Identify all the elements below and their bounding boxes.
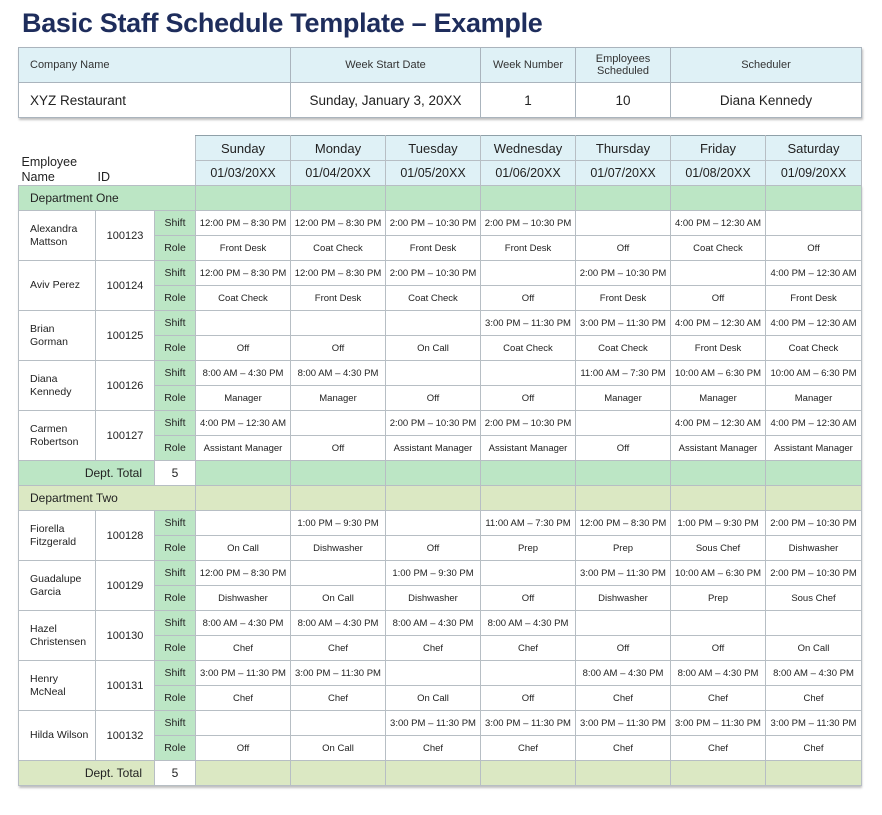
shift-cell-sunday[interactable]	[196, 311, 291, 336]
employee-id[interactable]: 100130	[96, 611, 155, 661]
role-cell-monday[interactable]: Manager	[291, 386, 386, 411]
role-cell-monday[interactable]: Chef	[291, 636, 386, 661]
shift-cell-tuesday[interactable]: 8:00 AM – 4:30 PM	[386, 611, 481, 636]
role-cell-saturday[interactable]: Chef	[766, 686, 862, 711]
day-header-saturday: Saturday	[766, 136, 862, 161]
shift-cell-thursday[interactable]: 3:00 PM – 11:30 PM	[576, 561, 671, 586]
role-label: Role	[155, 686, 196, 711]
role-label: Role	[155, 286, 196, 311]
total-band-cell	[291, 761, 386, 786]
role-label: Role	[155, 386, 196, 411]
shift-cell-tuesday[interactable]: 2:00 PM – 10:30 PM	[386, 211, 481, 236]
role-cell-sunday[interactable]: On Call	[196, 536, 291, 561]
role-cell-monday[interactable]: Front Desk	[291, 286, 386, 311]
day-header-thursday: Thursday	[576, 136, 671, 161]
role-cell-tuesday[interactable]: Dishwasher	[386, 586, 481, 611]
shift-cell-saturday[interactable]	[766, 611, 862, 636]
week-number-value[interactable]: 1	[481, 83, 576, 118]
role-label: Role	[155, 586, 196, 611]
employee-name[interactable]: Hilda Wilson	[19, 711, 96, 761]
role-cell-tuesday[interactable]: Chef	[386, 636, 481, 661]
role-cell-sunday[interactable]: Off	[196, 736, 291, 761]
employee-shift-row	[19, 311, 862, 336]
shift-label: Shift	[155, 311, 196, 336]
total-band-cell	[671, 761, 766, 786]
shift-cell-wednesday[interactable]: 8:00 AM – 4:30 PM	[481, 611, 576, 636]
total-band-cell	[481, 761, 576, 786]
shift-cell-saturday[interactable]: 3:00 PM – 11:30 PM	[766, 711, 862, 736]
shift-cell-monday[interactable]: 12:00 PM – 8:30 PM	[291, 211, 386, 236]
shift-label: Shift	[155, 361, 196, 386]
shift-cell-wednesday[interactable]: 2:00 PM – 10:30 PM	[481, 211, 576, 236]
role-cell-wednesday[interactable]: Off	[481, 386, 576, 411]
role-cell-tuesday[interactable]: On Call	[386, 686, 481, 711]
department-band-cell	[481, 186, 576, 211]
role-cell-thursday[interactable]: Manager	[576, 386, 671, 411]
department-band-cell	[291, 186, 386, 211]
shift-cell-tuesday[interactable]: 2:00 PM – 10:30 PM	[386, 261, 481, 286]
shift-cell-friday[interactable]: 10:00 AM – 6:30 PM	[671, 561, 766, 586]
department-band-cell	[766, 486, 862, 511]
department-band-cell	[671, 186, 766, 211]
page-title: Basic Staff Schedule Template – Example	[22, 8, 543, 38]
role-cell-wednesday[interactable]: Front Desk	[481, 236, 576, 261]
shift-cell-saturday[interactable]: 2:00 PM – 10:30 PM	[766, 511, 862, 536]
department-band-cell	[576, 186, 671, 211]
role-label: Role	[155, 536, 196, 561]
shift-cell-sunday[interactable]: 8:00 AM – 4:30 PM	[196, 611, 291, 636]
company-name-value[interactable]: XYZ Restaurant	[19, 83, 291, 118]
shift-cell-thursday[interactable]	[576, 411, 671, 436]
role-cell-thursday[interactable]: Prep	[576, 536, 671, 561]
role-cell-sunday[interactable]: Coat Check	[196, 286, 291, 311]
role-cell-wednesday[interactable]: Assistant Manager	[481, 436, 576, 461]
department-row	[19, 186, 862, 211]
dept-total-value[interactable]: 5	[155, 761, 196, 786]
department-row	[19, 486, 862, 511]
role-cell-thursday[interactable]: Off	[576, 636, 671, 661]
role-cell-saturday[interactable]: Off	[766, 236, 862, 261]
total-band-cell	[766, 761, 862, 786]
role-cell-monday[interactable]: Chef	[291, 686, 386, 711]
role-cell-sunday[interactable]: Manager	[196, 386, 291, 411]
role-cell-tuesday[interactable]: Off	[386, 536, 481, 561]
role-cell-saturday[interactable]: Sous Chef	[766, 586, 862, 611]
role-label: Role	[155, 636, 196, 661]
department-name: Department Two	[19, 486, 196, 511]
total-band-cell	[196, 761, 291, 786]
department-total-row	[19, 761, 862, 786]
role-cell-friday[interactable]: Manager	[671, 386, 766, 411]
role-cell-saturday[interactable]: Assistant Manager	[766, 436, 862, 461]
date-header-monday: 01/04/20XX	[291, 161, 386, 186]
date-header-thursday: 01/07/20XX	[576, 161, 671, 186]
shift-cell-saturday[interactable]: 10:00 AM – 6:30 PM	[766, 361, 862, 386]
department-name: Department One	[19, 186, 196, 211]
shift-cell-thursday[interactable]: 2:00 PM – 10:30 PM	[576, 261, 671, 286]
employee-shift-row	[19, 211, 862, 236]
day-header-tuesday: Tuesday	[386, 136, 481, 161]
role-cell-wednesday[interactable]: Prep	[481, 536, 576, 561]
shift-cell-monday[interactable]: 3:00 PM – 11:30 PM	[291, 661, 386, 686]
role-cell-monday[interactable]: Coat Check	[291, 236, 386, 261]
shift-cell-tuesday[interactable]	[386, 661, 481, 686]
employee-id[interactable]: 100123	[96, 211, 155, 261]
shift-cell-tuesday[interactable]	[386, 311, 481, 336]
shift-cell-friday[interactable]	[671, 261, 766, 286]
role-cell-saturday[interactable]: Manager	[766, 386, 862, 411]
schedule-table	[18, 135, 862, 786]
role-cell-friday[interactable]: Sous Chef	[671, 536, 766, 561]
shift-label: Shift	[155, 411, 196, 436]
id-header-label: ID	[97, 170, 110, 184]
scheduler-header: Scheduler	[671, 48, 862, 83]
day-header-sunday: Sunday	[196, 136, 291, 161]
shift-cell-thursday[interactable]: 12:00 PM – 8:30 PM	[576, 511, 671, 536]
dept-total-label: Dept. Total	[19, 761, 155, 786]
department-total-row	[19, 461, 862, 486]
shift-cell-monday[interactable]: 1:00 PM – 9:30 PM	[291, 511, 386, 536]
employee-shift-row	[19, 261, 862, 286]
shift-cell-wednesday[interactable]: 3:00 PM – 11:30 PM	[481, 311, 576, 336]
date-header-friday: 01/08/20XX	[671, 161, 766, 186]
role-cell-friday[interactable]: Coat Check	[671, 236, 766, 261]
role-cell-thursday[interactable]: Front Desk	[576, 286, 671, 311]
employee-name[interactable]: Alexandra Mattson	[19, 211, 96, 261]
week-start-date-value[interactable]: Sunday, January 3, 20XX	[291, 83, 481, 118]
shift-cell-saturday[interactable]: 8:00 AM – 4:30 PM	[766, 661, 862, 686]
role-cell-saturday[interactable]: On Call	[766, 636, 862, 661]
shift-cell-thursday[interactable]	[576, 611, 671, 636]
shift-cell-friday[interactable]: 4:00 PM – 12:30 AM	[671, 311, 766, 336]
date-header-sunday: 01/03/20XX	[196, 161, 291, 186]
total-band-cell	[576, 761, 671, 786]
total-band-cell	[576, 461, 671, 486]
role-cell-thursday[interactable]: Off	[576, 436, 671, 461]
shift-label: Shift	[155, 611, 196, 636]
employee-name[interactable]: Carmen Robertson	[19, 411, 96, 461]
role-cell-thursday[interactable]: Coat Check	[576, 336, 671, 361]
total-band-cell	[386, 461, 481, 486]
shift-cell-saturday[interactable]: 2:00 PM – 10:30 PM	[766, 561, 862, 586]
shift-cell-tuesday[interactable]: 1:00 PM – 9:30 PM	[386, 561, 481, 586]
shift-label: Shift	[155, 511, 196, 536]
shift-cell-wednesday[interactable]: 3:00 PM – 11:30 PM	[481, 711, 576, 736]
role-cell-saturday[interactable]: Chef	[766, 736, 862, 761]
shift-label: Shift	[155, 261, 196, 286]
shift-cell-wednesday[interactable]	[481, 361, 576, 386]
employee-name[interactable]: Hazel Christensen	[19, 611, 96, 661]
department-band-cell	[196, 186, 291, 211]
department-band-cell	[386, 486, 481, 511]
schedule-info-table	[18, 47, 862, 118]
role-label: Role	[155, 736, 196, 761]
day-header-row	[19, 136, 862, 161]
role-cell-monday[interactable]: On Call	[291, 736, 386, 761]
shift-cell-sunday[interactable]	[196, 711, 291, 736]
shift-cell-tuesday[interactable]	[386, 511, 481, 536]
role-cell-friday[interactable]: Prep	[671, 586, 766, 611]
shift-label: Shift	[155, 661, 196, 686]
employee-id[interactable]: 100124	[96, 261, 155, 311]
shift-cell-thursday[interactable]: 3:00 PM – 11:30 PM	[576, 311, 671, 336]
role-cell-saturday[interactable]: Front Desk	[766, 286, 862, 311]
employee-name-header	[19, 136, 96, 186]
department-band-cell	[386, 186, 481, 211]
role-cell-wednesday[interactable]: Off	[481, 286, 576, 311]
role-cell-monday[interactable]: Off	[291, 336, 386, 361]
total-band-cell	[481, 461, 576, 486]
day-header-monday: Monday	[291, 136, 386, 161]
role-cell-thursday[interactable]: Dishwasher	[576, 586, 671, 611]
role-cell-wednesday[interactable]: Off	[481, 686, 576, 711]
employee-name[interactable]: Henry McNeal	[19, 661, 96, 711]
scheduler-value[interactable]: Diana Kennedy	[671, 83, 862, 118]
shift-cell-thursday[interactable]	[576, 211, 671, 236]
role-cell-tuesday[interactable]: Coat Check	[386, 286, 481, 311]
shift-cell-tuesday[interactable]: 3:00 PM – 11:30 PM	[386, 711, 481, 736]
shift-cell-monday[interactable]: 8:00 AM – 4:30 PM	[291, 611, 386, 636]
department-band-cell	[766, 186, 862, 211]
department-band-cell	[576, 486, 671, 511]
employee-id[interactable]: 100126	[96, 361, 155, 411]
employee-id[interactable]: 100128	[96, 511, 155, 561]
employee-id[interactable]: 100132	[96, 711, 155, 761]
shift-cell-saturday[interactable]: 4:00 PM – 12:30 AM	[766, 311, 862, 336]
total-band-cell	[291, 461, 386, 486]
shift-cell-monday[interactable]	[291, 561, 386, 586]
role-label: Role	[155, 336, 196, 361]
employees-scheduled-header: Employees Scheduled	[576, 48, 671, 83]
shift-cell-friday[interactable]: 4:00 PM – 12:30 AM	[671, 211, 766, 236]
shift-cell-monday[interactable]	[291, 711, 386, 736]
employee-id[interactable]: 100127	[96, 411, 155, 461]
role-cell-friday[interactable]: Assistant Manager	[671, 436, 766, 461]
shift-cell-monday[interactable]: 12:00 PM – 8:30 PM	[291, 261, 386, 286]
role-label: Role	[155, 236, 196, 261]
shift-cell-sunday[interactable]: 12:00 PM – 8:30 PM	[196, 211, 291, 236]
shift-cell-monday[interactable]: 8:00 AM – 4:30 PM	[291, 361, 386, 386]
id-header	[96, 136, 155, 186]
role-cell-tuesday[interactable]: On Call	[386, 336, 481, 361]
total-band-cell	[671, 461, 766, 486]
role-cell-saturday[interactable]: Dishwasher	[766, 536, 862, 561]
dept-total-label: Dept. Total	[19, 461, 155, 486]
shift-cell-sunday[interactable]: 12:00 PM – 8:30 PM	[196, 261, 291, 286]
shift-cell-tuesday[interactable]	[386, 361, 481, 386]
role-cell-sunday[interactable]: Chef	[196, 636, 291, 661]
employee-shift-row	[19, 511, 862, 536]
role-cell-friday[interactable]: Off	[671, 636, 766, 661]
role-cell-wednesday[interactable]: Chef	[481, 736, 576, 761]
employee-name[interactable]: Aviv Perez	[19, 261, 96, 311]
shift-cell-sunday[interactable]: 3:00 PM – 11:30 PM	[196, 661, 291, 686]
shift-label: Shift	[155, 711, 196, 736]
shift-cell-friday[interactable]: 1:00 PM – 9:30 PM	[671, 511, 766, 536]
shift-cell-wednesday[interactable]: 11:00 AM – 7:30 PM	[481, 511, 576, 536]
role-cell-thursday[interactable]: Off	[576, 236, 671, 261]
week-start-date-header: Week Start Date	[291, 48, 481, 83]
employee-id[interactable]: 100131	[96, 661, 155, 711]
role-cell-monday[interactable]: On Call	[291, 586, 386, 611]
role-cell-sunday[interactable]: Chef	[196, 686, 291, 711]
role-cell-friday[interactable]: Front Desk	[671, 336, 766, 361]
role-cell-tuesday[interactable]: Chef	[386, 736, 481, 761]
date-header-saturday: 01/09/20XX	[766, 161, 862, 186]
role-cell-saturday[interactable]: Coat Check	[766, 336, 862, 361]
date-header-tuesday: 01/05/20XX	[386, 161, 481, 186]
department-band-cell	[671, 486, 766, 511]
role-cell-monday[interactable]: Off	[291, 436, 386, 461]
role-cell-wednesday[interactable]: Off	[481, 586, 576, 611]
role-cell-friday[interactable]: Chef	[671, 686, 766, 711]
shift-cell-saturday[interactable]	[766, 211, 862, 236]
shift-cell-thursday[interactable]: 11:00 AM – 7:30 PM	[576, 361, 671, 386]
shift-cell-saturday[interactable]: 4:00 PM – 12:30 AM	[766, 261, 862, 286]
employee-name[interactable]: Fiorella Fitzgerald	[19, 511, 96, 561]
role-cell-wednesday[interactable]: Chef	[481, 636, 576, 661]
role-cell-sunday[interactable]: Front Desk	[196, 236, 291, 261]
week-number-header: Week Number	[481, 48, 576, 83]
role-cell-friday[interactable]: Chef	[671, 736, 766, 761]
role-cell-sunday[interactable]: Dishwasher	[196, 586, 291, 611]
role-cell-thursday[interactable]: Chef	[576, 736, 671, 761]
employee-shift-row	[19, 711, 862, 736]
shift-cell-monday[interactable]	[291, 411, 386, 436]
employee-shift-row	[19, 411, 862, 436]
shift-cell-friday[interactable]: 10:00 AM – 6:30 PM	[671, 361, 766, 386]
role-cell-wednesday[interactable]: Coat Check	[481, 336, 576, 361]
shift-label: Shift	[155, 211, 196, 236]
role-cell-sunday[interactable]: Assistant Manager	[196, 436, 291, 461]
role-cell-thursday[interactable]: Chef	[576, 686, 671, 711]
total-band-cell	[766, 461, 862, 486]
day-header-friday: Friday	[671, 136, 766, 161]
shift-cell-thursday[interactable]: 8:00 AM – 4:30 PM	[576, 661, 671, 686]
employee-name[interactable]: Guadalupe Garcia	[19, 561, 96, 611]
department-band-cell	[196, 486, 291, 511]
role-label: Role	[155, 436, 196, 461]
employee-shift-row	[19, 561, 862, 586]
shift-cell-thursday[interactable]: 3:00 PM – 11:30 PM	[576, 711, 671, 736]
employee-name-header-label: Employee Name	[21, 155, 78, 184]
dept-total-value[interactable]: 5	[155, 461, 196, 486]
shift-cell-wednesday[interactable]	[481, 561, 576, 586]
department-band-cell	[291, 486, 386, 511]
department-band-cell	[481, 486, 576, 511]
employee-name[interactable]: Diana Kennedy	[19, 361, 96, 411]
shift-cell-friday[interactable]: 3:00 PM – 11:30 PM	[671, 711, 766, 736]
date-header-wednesday: 01/06/20XX	[481, 161, 576, 186]
day-header-wednesday: Wednesday	[481, 136, 576, 161]
company-name-header: Company Name	[19, 48, 291, 83]
header-spacer	[155, 136, 196, 186]
total-band-cell	[196, 461, 291, 486]
shift-cell-wednesday[interactable]	[481, 261, 576, 286]
employees-scheduled-value[interactable]: 10	[576, 83, 671, 118]
role-cell-friday[interactable]: Off	[671, 286, 766, 311]
employee-id[interactable]: 100129	[96, 561, 155, 611]
shift-cell-wednesday[interactable]: 2:00 PM – 10:30 PM	[481, 411, 576, 436]
total-band-cell	[386, 761, 481, 786]
employee-shift-row	[19, 361, 862, 386]
role-cell-monday[interactable]: Dishwasher	[291, 536, 386, 561]
shift-cell-wednesday[interactable]	[481, 661, 576, 686]
employee-shift-row	[19, 611, 862, 636]
shift-label: Shift	[155, 561, 196, 586]
shift-cell-friday[interactable]	[671, 611, 766, 636]
role-cell-tuesday[interactable]: Off	[386, 386, 481, 411]
role-cell-sunday[interactable]: Off	[196, 336, 291, 361]
shift-cell-sunday[interactable]: 4:00 PM – 12:30 AM	[196, 411, 291, 436]
employee-name[interactable]: Brian Gorman	[19, 311, 96, 361]
shift-cell-monday[interactable]	[291, 311, 386, 336]
shift-cell-saturday[interactable]: 4:00 PM – 12:30 AM	[766, 411, 862, 436]
shift-cell-friday[interactable]: 8:00 AM – 4:30 PM	[671, 661, 766, 686]
role-cell-tuesday[interactable]: Assistant Manager	[386, 436, 481, 461]
shift-cell-sunday[interactable]: 12:00 PM – 8:30 PM	[196, 561, 291, 586]
employee-id[interactable]: 100125	[96, 311, 155, 361]
role-cell-tuesday[interactable]: Front Desk	[386, 236, 481, 261]
employee-shift-row	[19, 661, 862, 686]
shift-cell-sunday[interactable]: 8:00 AM – 4:30 PM	[196, 361, 291, 386]
shift-cell-sunday[interactable]	[196, 511, 291, 536]
shift-cell-friday[interactable]: 4:00 PM – 12:30 AM	[671, 411, 766, 436]
shift-cell-tuesday[interactable]: 2:00 PM – 10:30 PM	[386, 411, 481, 436]
